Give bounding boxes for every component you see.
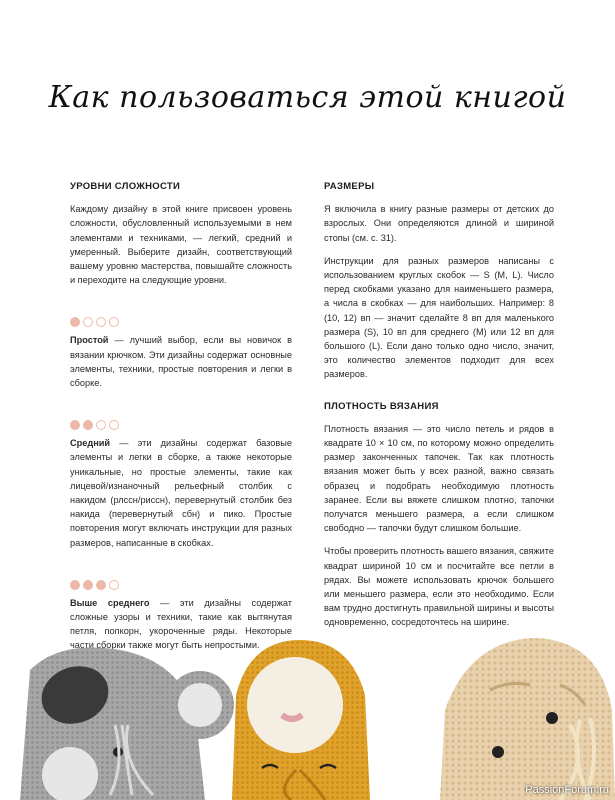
level-3-dots xyxy=(70,580,292,590)
right-column xyxy=(324,180,554,639)
level-dot-empty xyxy=(109,317,119,327)
gauge-paragraph-2: Чтобы проверить плотность вашего вязания, свяжите квадрат шириной 10 см и посчитайте все петли в рядах. Вы можете использовать крючок большего или меньшего размера, если это необходимо. Если вам трудно достигнуть правильной ширины и высоты одновременно, сосредоточтесь на ширине. xyxy=(324,546,554,628)
level-dot-filled xyxy=(83,580,93,590)
watermark: PassionForum.ru xyxy=(525,784,609,796)
level-dot-empty xyxy=(96,420,106,430)
level-dot-filled xyxy=(70,317,80,327)
level-1-dots xyxy=(70,317,292,327)
sheep-slipper xyxy=(440,638,615,800)
level-dot-empty xyxy=(96,317,106,327)
level-dot-filled xyxy=(70,580,80,590)
level-dot-filled xyxy=(96,580,106,590)
levels-heading: УРОВНИ СЛОЖНОСТИ xyxy=(70,181,181,192)
level-dot-filled xyxy=(83,420,93,430)
level-2-dots xyxy=(70,420,292,430)
sizes-paragraph-2: Инструкции для разных размеров написаны с использованием круглых скобок — S (M, L). Число перед скобками указано для наименьшего размера, а числа в скобках — для наибольших. Например: 8 (10, 12) вп — значит сделайте 8 вп для маленького размера (S), 10 вп для среднего (M) или 12 вп для большого (L). Если дано только одно число, значит, это количество элементов подходит для всех размеров. xyxy=(324,255,554,380)
level-medium xyxy=(70,436,292,550)
left-column xyxy=(70,180,292,662)
gauge-paragraph-1: Плотность вязания — это число петель и рядов в квадрате 10 × 10 см, по которому можно определить размер законченных тапочек. Так как плотность вязания может быть у всех разной, важно связать образец и подобрать необходимую плотность заранее. Если вы вяжете слишком плотно, тапочки получатся меньшего размера, а если слишком свободно — тапочки будут слишком большие. xyxy=(324,423,554,534)
levels-intro: Каждому дизайну в этой книге присвоен уровень сложности, обусловленный используемыми в нем элементами и техниками, — легкий, средний и умеренный. Выберите дизайн, соответствующий вашему уровню мастерства, повышайте сложность и переходите на следующие уровни. xyxy=(70,204,292,286)
koala-slipper xyxy=(20,648,234,800)
level-easy-text: — лучший выбор, если вы новичок в вязании крючком. Эти дизайны содержат основные элементы, техники, простые повторения и легки в сборке. xyxy=(70,335,292,389)
page-title: Как пользоваться этой книгой xyxy=(48,80,567,115)
level-advanced-text: — эти дизайны содержат сложные узоры и техники, такие как вытянутая петля, попкорн, укороченные ряды. Некоторые части сборки также могут быть непростыми. xyxy=(70,597,292,651)
slippers-photo xyxy=(0,597,615,800)
lion-slipper xyxy=(232,640,370,800)
gauge-heading: ПЛОТНОСТЬ ВЯЗАНИЯ xyxy=(324,400,439,412)
level-dot-filled xyxy=(70,420,80,430)
sizes-heading: РАЗМЕРЫ xyxy=(324,181,375,192)
level-dot-empty xyxy=(109,580,119,590)
level-dot-empty xyxy=(109,420,119,430)
level-dot-empty xyxy=(83,317,93,327)
level-medium-name: Средний xyxy=(70,438,111,449)
level-medium-text: — эти дизайны содержат базовые элементы и легки в сборке, а также некоторые уникальные, но простые элементы, такие как лицевой/изнаночный рельефный столбик с накидом (рлссн/риссн), перевернутый столбик без накида (перевернутый сбн) и пико. Простые повторения могут включать инструкции для разных размеров, написанные в скобках. xyxy=(70,438,292,548)
level-advanced-name: Выше среднего xyxy=(70,597,150,608)
level-easy xyxy=(70,333,292,390)
level-easy-name: Простой xyxy=(70,335,109,346)
sizes-paragraph-1: Я включила в книгу разные размеры от детских до взрослых. Они определяются длиной и шириной стопы (см. с. 31). xyxy=(324,204,554,243)
